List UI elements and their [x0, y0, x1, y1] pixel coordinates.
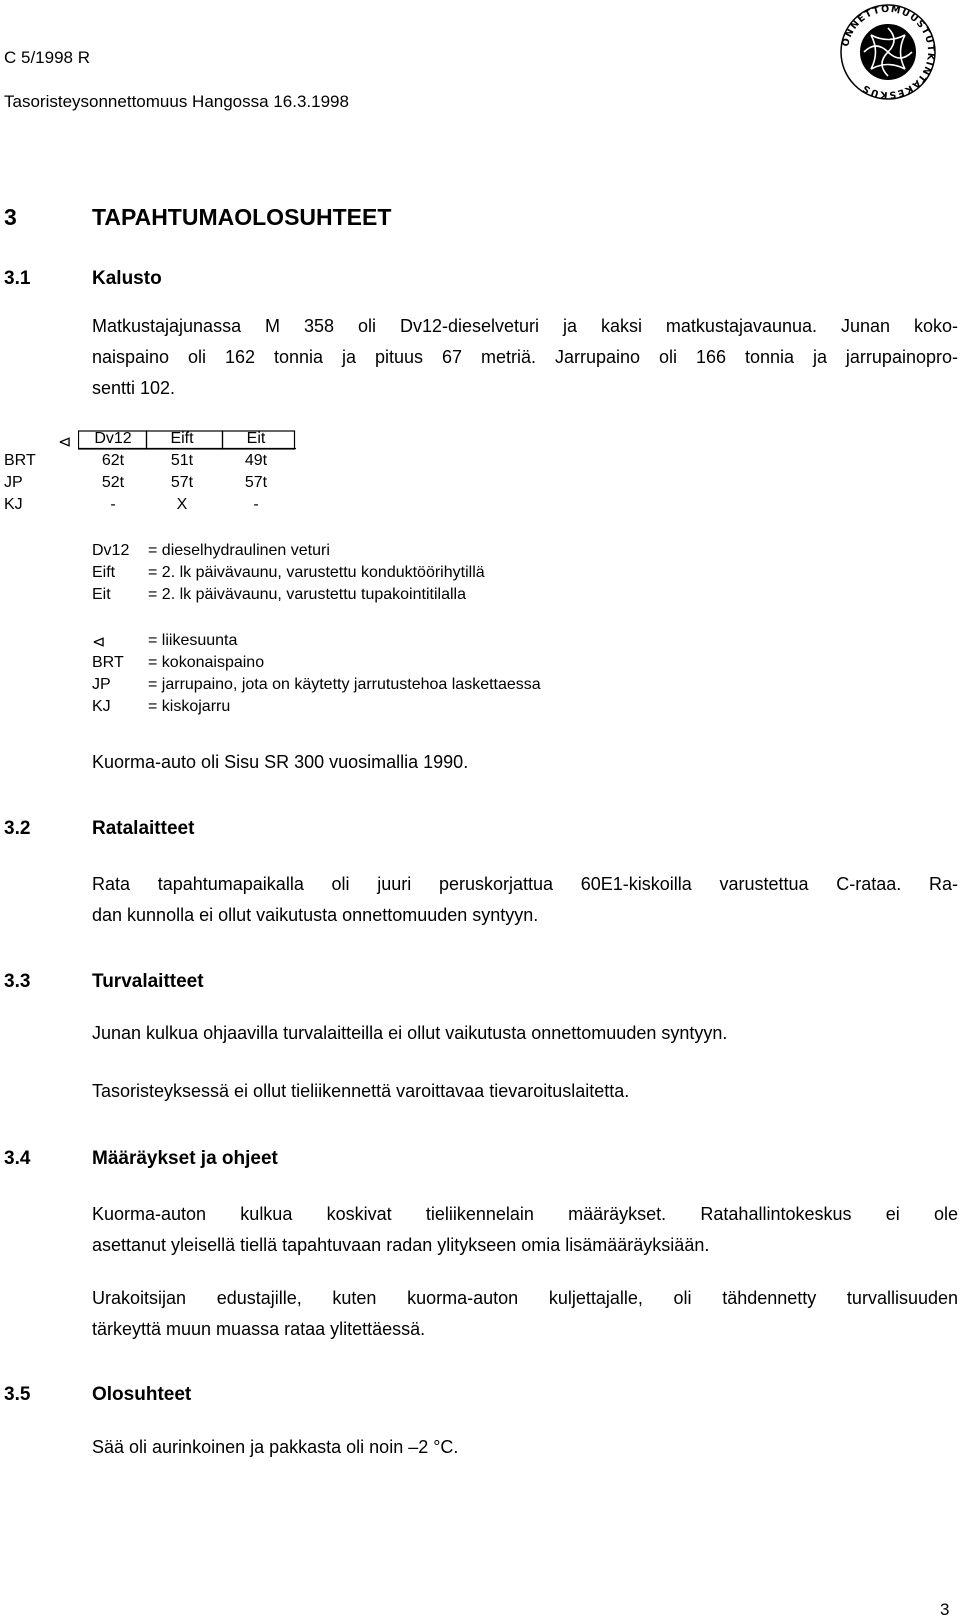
- legend-value: = kokonaispaino: [148, 654, 265, 671]
- legend-value: = 2. lk päivävaunu, varustettu tupakointitilalla: [148, 586, 466, 603]
- organization-seal-logo: [838, 2, 938, 102]
- section-3-5-number: 3.5: [4, 1384, 31, 1405]
- paragraph-line: asettanut yleisellä tiellä tapahtuvaan radan ylitykseen omia lisämääräyksiään.: [92, 1235, 710, 1255]
- table-cell: 49t: [244, 452, 268, 469]
- row-label: BRT: [4, 452, 36, 469]
- section-3-4-title: Määräykset ja ohjeet: [92, 1148, 278, 1169]
- section-3-3-title: Turvalaitteet: [92, 971, 204, 992]
- direction-arrow-icon: ⊲: [58, 434, 72, 451]
- section-3-title: TAPAHTUMAOLOSUHTEET: [92, 204, 392, 230]
- table-cell: 57t: [244, 474, 268, 491]
- table-cell: -: [110, 496, 116, 513]
- column-header: Eit: [246, 430, 266, 447]
- truck-info-text: Kuorma-auto oli Sisu SR 300 vuosimallia 1990.: [92, 752, 469, 772]
- table-cell: 51t: [170, 452, 194, 469]
- table-cell: 57t: [170, 474, 194, 491]
- paragraph-line: Urakoitsijan edustajille, kuten kuorma-auton kuljettajalle, oli tähdennetty turvallisuuden: [92, 1288, 958, 1308]
- table-cell: -: [253, 496, 259, 513]
- section-3-3-number: 3.3: [4, 971, 31, 992]
- section-3-1-number: 3.1: [4, 268, 31, 289]
- legend-key: Eift: [92, 564, 116, 581]
- page-number: 3: [940, 1600, 950, 1619]
- column-header: Eift: [170, 430, 194, 447]
- legend-value: = 2. lk päivävaunu, varustettu konduktöörihytillä: [148, 564, 485, 581]
- legend-value: = jarrupaino, jota on käytetty jarrutustehoa laskettaessa: [148, 676, 541, 693]
- legend-value: = liikesuunta: [148, 632, 238, 649]
- table-cell: X: [176, 496, 188, 513]
- table-cell: 62t: [101, 452, 125, 469]
- section-3-2-title: Ratalaitteet: [92, 818, 195, 839]
- section-3-number: 3: [4, 204, 17, 230]
- section-3-5-paragraph: Sää oli aurinkoinen ja pakkasta oli noin –2 °C.: [92, 1437, 459, 1457]
- legend-key: KJ: [92, 698, 111, 715]
- legend-key: JP: [92, 676, 111, 693]
- column-header: Dv12: [94, 430, 132, 447]
- table-cell: 52t: [101, 474, 125, 491]
- paragraph-line: tärkeyttä muun muassa rataa ylitettäessä.: [92, 1319, 426, 1339]
- section-3-2-paragraph: [92, 869, 958, 931]
- section-3-1-paragraph: [92, 311, 958, 404]
- section-3-5-title: Olosuhteet: [92, 1384, 192, 1405]
- legend-key: Dv12: [92, 542, 130, 559]
- legend-key: Eit: [92, 586, 111, 603]
- section-3-1-title: Kalusto: [92, 268, 162, 289]
- paragraph-line: Rata tapahtumapaikalla oli juuri peruskorjattua 60E1-kiskoilla varustettua C-rataa. Ra-: [92, 874, 958, 894]
- paragraph-line: naispaino oli 162 tonnia ja pituus 67 metriä. Jarrupaino oli 166 tonnia ja jarrupainopro-: [92, 347, 958, 367]
- legend-value: = dieselhydraulinen veturi: [148, 542, 330, 559]
- paragraph-line: Matkustajajunassa M 358 oli Dv12-dieselveturi ja kaksi matkustajavaunua. Junan koko-: [92, 316, 958, 336]
- document-id: C 5/1998 R: [4, 48, 90, 67]
- row-label: JP: [4, 474, 23, 491]
- paragraph-line: sentti 102.: [92, 378, 176, 398]
- document-title: Tasoristeysonnettomuus Hangossa 16.3.1998: [4, 92, 349, 111]
- row-label: KJ: [4, 496, 23, 513]
- section-3-4-paragraph-1: [92, 1199, 958, 1261]
- section-3-3-paragraph-2: Tasoristeyksessä ei ollut tieliikennettä varoittavaa tievaroituslaitetta.: [92, 1081, 630, 1101]
- legend-key: ⊲: [92, 634, 106, 651]
- seal-text: ONNETTOMUUSTUTKINTAKESKUS: [840, 3, 937, 101]
- paragraph-line: Kuorma-auton kulkua koskivat tieliikennelain määräykset. Ratahallintokeskus ei ole: [92, 1204, 958, 1224]
- section-3-2-number: 3.2: [4, 818, 31, 839]
- legend-value: = kiskojarru: [148, 698, 231, 715]
- paragraph-line: dan kunnolla ei ollut vaikutusta onnettomuuden syntyyn.: [92, 905, 539, 925]
- section-3-4-paragraph-2: [92, 1283, 958, 1345]
- section-3-4-number: 3.4: [4, 1148, 31, 1169]
- section-3-3-paragraph-1: Junan kulkua ohjaavilla turvalaitteilla ei ollut vaikutusta onnettomuuden syntyyn.: [92, 1023, 728, 1043]
- legend-key: BRT: [92, 654, 124, 671]
